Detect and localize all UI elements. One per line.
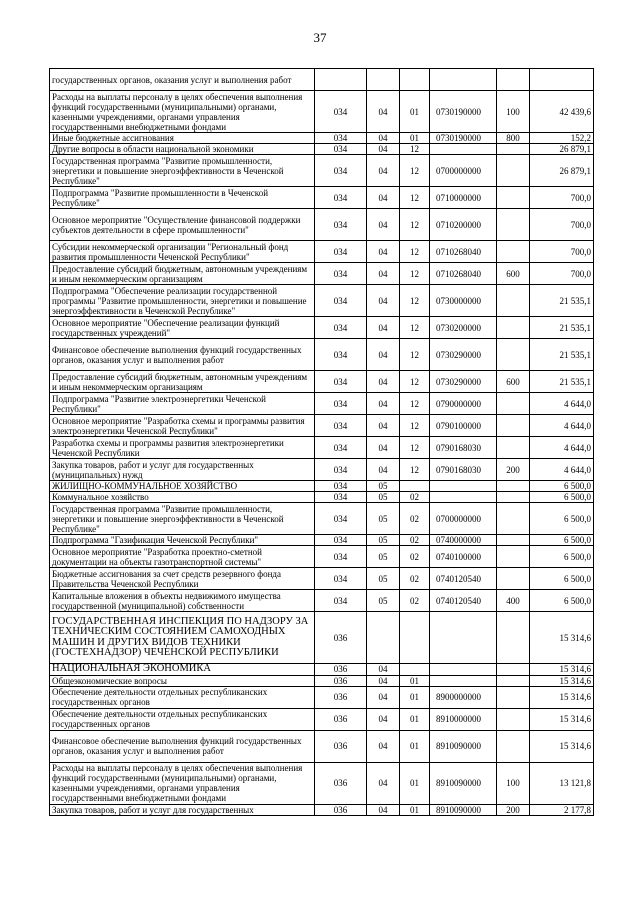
cell-name: Расходы на выплаты персоналу в целях обеспечения выполнения функций государственными (муниципальными) органами, казенными учреждениями, органами управления государственными внебюджетными фондами <box>50 762 315 804</box>
cell-target-article: 0710200000 <box>430 209 497 241</box>
cell-ministry-code: 034 <box>315 241 367 263</box>
cell-target-article: 0790000000 <box>430 393 497 415</box>
cell-amount: 4 644,0 <box>530 459 594 481</box>
cell-section: 04 <box>367 317 400 339</box>
cell-expense-type <box>497 503 530 535</box>
cell-name: Государственная программа "Развитие промышленности, энергетики и повышение энергоэффективности в Чеченской Республике" <box>50 155 315 187</box>
table-row <box>50 155 594 187</box>
cell-target-article: 8910090000 <box>430 804 497 815</box>
cell-ministry-code: 034 <box>315 133 367 144</box>
cell-section: 04 <box>367 285 400 317</box>
cell-expense-type: 200 <box>497 459 530 481</box>
cell-target-article <box>430 675 497 686</box>
cell-amount: 15 314,6 <box>530 686 594 708</box>
cell-expense-type: 100 <box>497 91 530 133</box>
cell-expense-type <box>497 241 530 263</box>
cell-amount: 15 314,6 <box>530 612 594 664</box>
cell-subsection: 12 <box>400 155 430 187</box>
cell-target-article: 0790168030 <box>430 459 497 481</box>
cell-name: Государственная программа "Развитие промышленности, энергетики и повышение энергоэффективности в Чеченской Республике" <box>50 503 315 535</box>
cell-subsection: 12 <box>400 317 430 339</box>
cell-target-article <box>430 664 497 676</box>
cell-expense-type <box>497 686 530 708</box>
cell-target-article <box>430 69 497 91</box>
cell-amount: 6 500,0 <box>530 481 594 492</box>
cell-ministry-code: 036 <box>315 730 367 762</box>
cell-section <box>367 69 400 91</box>
table-row <box>50 503 594 535</box>
cell-target-article: 8910090000 <box>430 762 497 804</box>
cell-amount: 4 644,0 <box>530 415 594 437</box>
cell-name: ГОСУДАРСТВЕННАЯ ИНСПЕКЦИЯ ПО НАДЗОРУ ЗА ТЕХНИЧЕСКИМ СОСТОЯНИЕМ САМОХОДНЫХ МАШИН И ДРУГИХ ВИДОВ ТЕХНИКИ (ГОСТЕХНАДЗОР) ЧЕЧЕНСКОЙ РЕСПУБЛИКИ <box>50 612 315 664</box>
cell-amount: 21 535,1 <box>530 285 594 317</box>
cell-ministry-code: 036 <box>315 804 367 815</box>
table-row <box>50 686 594 708</box>
cell-ministry-code: 036 <box>315 708 367 730</box>
cell-name: Подпрограмма "Развитие промышленности в Чеченской Республике" <box>50 187 315 209</box>
cell-expense-type <box>497 675 530 686</box>
cell-section: 04 <box>367 241 400 263</box>
cell-expense-type <box>497 612 530 664</box>
cell-section: 04 <box>367 91 400 133</box>
cell-name: Расходы на выплаты персоналу в целях обеспечения выполнения функций государственными (муниципальными) органами, казенными учреждениями, органами управления государственными внебюджетными фондами <box>50 91 315 133</box>
cell-section: 04 <box>367 339 400 371</box>
cell-name: Общеэкономические вопросы <box>50 675 315 686</box>
cell-name: Закупка товаров, работ и услуг для государственных (муниципальных) нужд <box>50 459 315 481</box>
table-row <box>50 263 594 285</box>
cell-ministry-code: 034 <box>315 339 367 371</box>
cell-ministry-code: 034 <box>315 590 367 612</box>
cell-ministry-code: 034 <box>315 285 367 317</box>
cell-target-article: 0790168030 <box>430 437 497 459</box>
cell-target-article: 0730290000 <box>430 339 497 371</box>
cell-subsection: 12 <box>400 339 430 371</box>
table-row <box>50 415 594 437</box>
table-row <box>50 144 594 155</box>
table-row <box>50 187 594 209</box>
table-row <box>50 317 594 339</box>
cell-target-article: 0710268040 <box>430 263 497 285</box>
cell-expense-type <box>497 437 530 459</box>
cell-subsection: 01 <box>400 91 430 133</box>
cell-target-article: 0790100000 <box>430 415 497 437</box>
cell-expense-type <box>497 144 530 155</box>
cell-ministry-code: 034 <box>315 459 367 481</box>
cell-name: Иные бюджетные ассигнования <box>50 133 315 144</box>
cell-name: Субсидии некоммерческой организации "Региональный фонд развития промышленности Чеченской Республики" <box>50 241 315 263</box>
cell-expense-type <box>497 209 530 241</box>
cell-amount <box>530 69 594 91</box>
cell-ministry-code: 034 <box>315 187 367 209</box>
cell-ministry-code: 034 <box>315 155 367 187</box>
table-row <box>50 241 594 263</box>
cell-target-article: 0710268040 <box>430 241 497 263</box>
table-row <box>50 535 594 546</box>
cell-ministry-code: 034 <box>315 546 367 568</box>
cell-ministry-code: 034 <box>315 371 367 393</box>
cell-subsection: 12 <box>400 393 430 415</box>
cell-amount: 26 879,1 <box>530 155 594 187</box>
cell-expense-type: 600 <box>497 371 530 393</box>
cell-name: НАЦИОНАЛЬНАЯ ЭКОНОМИКА <box>50 664 315 676</box>
cell-target-article <box>430 144 497 155</box>
cell-ministry-code: 034 <box>315 492 367 503</box>
cell-subsection: 01 <box>400 708 430 730</box>
cell-ministry-code <box>315 69 367 91</box>
cell-target-article: 0740120540 <box>430 568 497 590</box>
cell-section: 05 <box>367 590 400 612</box>
cell-target-article: 0740120540 <box>430 590 497 612</box>
cell-subsection: 02 <box>400 492 430 503</box>
cell-name: Основное мероприятие "Обеспечение реализации функций государственных учреждений" <box>50 317 315 339</box>
cell-subsection: 02 <box>400 503 430 535</box>
cell-name: Капитальные вложения в объекты недвижимого имущества государственной (муниципальной) собственности <box>50 590 315 612</box>
cell-name: ЖИЛИЩНО-КОММУНАЛЬНОЕ ХОЗЯЙСТВО <box>50 481 315 492</box>
cell-subsection <box>400 69 430 91</box>
cell-ministry-code: 034 <box>315 263 367 285</box>
cell-expense-type <box>497 187 530 209</box>
cell-name: Финансовое обеспечение выполнения функций государственных органов, оказания услуг и выполнения работ <box>50 339 315 371</box>
cell-amount: 15 314,6 <box>530 675 594 686</box>
cell-ministry-code: 036 <box>315 675 367 686</box>
table-row <box>50 675 594 686</box>
cell-amount: 26 879,1 <box>530 144 594 155</box>
cell-section: 04 <box>367 371 400 393</box>
cell-subsection: 12 <box>400 285 430 317</box>
cell-amount: 15 314,6 <box>530 730 594 762</box>
cell-target-article: 0730000000 <box>430 285 497 317</box>
cell-name: Подпрограмма "Газификация Чеченской Республики" <box>50 535 315 546</box>
cell-section: 05 <box>367 503 400 535</box>
cell-ministry-code: 036 <box>315 762 367 804</box>
table-row <box>50 664 594 676</box>
cell-name: Подпрограмма "Развитие электроэнергетики Чеченской Республики" <box>50 393 315 415</box>
cell-name: Бюджетные ассигнования за счет средств резервного фонда Правительства Чеченской Республики <box>50 568 315 590</box>
cell-amount: 700,0 <box>530 209 594 241</box>
cell-ministry-code: 034 <box>315 437 367 459</box>
cell-ministry-code: 034 <box>315 503 367 535</box>
cell-ministry-code: 034 <box>315 393 367 415</box>
table-row <box>50 804 594 815</box>
cell-section: 04 <box>367 675 400 686</box>
cell-amount: 700,0 <box>530 241 594 263</box>
cell-section: 05 <box>367 546 400 568</box>
cell-section <box>367 612 400 664</box>
table-row <box>50 481 594 492</box>
cell-target-article: 0700000000 <box>430 155 497 187</box>
cell-amount: 21 535,1 <box>530 317 594 339</box>
cell-ministry-code: 036 <box>315 664 367 676</box>
table-row <box>50 492 594 503</box>
cell-subsection: 01 <box>400 686 430 708</box>
table-row <box>50 590 594 612</box>
cell-section: 04 <box>367 459 400 481</box>
table-row <box>50 285 594 317</box>
cell-section: 04 <box>367 730 400 762</box>
cell-subsection: 01 <box>400 675 430 686</box>
cell-section: 05 <box>367 568 400 590</box>
cell-expense-type <box>497 317 530 339</box>
cell-expense-type <box>497 664 530 676</box>
cell-subsection: 12 <box>400 437 430 459</box>
cell-expense-type <box>497 285 530 317</box>
cell-amount: 13 121,8 <box>530 762 594 804</box>
cell-subsection: 02 <box>400 535 430 546</box>
cell-name: Подпрограмма "Обеспечение реализации государственной программы "Развитие промышленности, энергетики и повышение энергоэффективности в Чеченской Республике" <box>50 285 315 317</box>
cell-expense-type: 600 <box>497 263 530 285</box>
table-row <box>50 393 594 415</box>
cell-name: государственных органов, оказания услуг и выполнения работ <box>50 69 315 91</box>
cell-target-article: 8900000000 <box>430 686 497 708</box>
cell-expense-type <box>497 492 530 503</box>
cell-name: Финансовое обеспечение выполнения функций государственных органов, оказания услуг и выполнения работ <box>50 730 315 762</box>
cell-subsection <box>400 664 430 676</box>
cell-amount: 4 644,0 <box>530 437 594 459</box>
cell-name: Основное мероприятие "Разработка схемы и программы развития электроэнергетики Чеченской Республики" <box>50 415 315 437</box>
cell-expense-type <box>497 481 530 492</box>
cell-ministry-code: 034 <box>315 535 367 546</box>
table-row <box>50 546 594 568</box>
cell-subsection: 01 <box>400 804 430 815</box>
cell-target-article: 0700000000 <box>430 503 497 535</box>
cell-amount: 15 314,6 <box>530 664 594 676</box>
cell-amount: 6 500,0 <box>530 492 594 503</box>
cell-subsection <box>400 481 430 492</box>
cell-name: Предоставление субсидий бюджетным, автономным учреждениям и иным некоммерческим организациям <box>50 371 315 393</box>
cell-expense-type <box>497 535 530 546</box>
cell-subsection: 02 <box>400 546 430 568</box>
cell-target-article: 0730290000 <box>430 371 497 393</box>
cell-amount: 42 439,6 <box>530 91 594 133</box>
cell-ministry-code: 034 <box>315 91 367 133</box>
cell-section: 04 <box>367 664 400 676</box>
cell-subsection: 12 <box>400 459 430 481</box>
cell-name: Разработка схемы и программы развития электроэнергетики Чеченской Республики <box>50 437 315 459</box>
cell-amount: 6 500,0 <box>530 568 594 590</box>
cell-name: Закупка товаров, работ и услуг для государственных <box>50 804 315 815</box>
cell-section: 04 <box>367 133 400 144</box>
cell-ministry-code: 034 <box>315 209 367 241</box>
cell-amount: 21 535,1 <box>530 371 594 393</box>
table-row <box>50 730 594 762</box>
cell-target-article: 0710000000 <box>430 187 497 209</box>
cell-amount: 152,2 <box>530 133 594 144</box>
cell-target-article: 8910000000 <box>430 708 497 730</box>
cell-amount: 700,0 <box>530 263 594 285</box>
cell-section: 04 <box>367 187 400 209</box>
cell-subsection: 01 <box>400 133 430 144</box>
cell-subsection: 12 <box>400 415 430 437</box>
cell-section: 05 <box>367 481 400 492</box>
cell-subsection: 12 <box>400 209 430 241</box>
cell-target-article <box>430 481 497 492</box>
cell-expense-type <box>497 69 530 91</box>
cell-amount: 6 500,0 <box>530 503 594 535</box>
cell-name: Предоставление субсидий бюджетным, автономным учреждениям и иным некоммерческим организациям <box>50 263 315 285</box>
cell-name: Обеспечение деятельности отдельных республиканских государственных органов <box>50 686 315 708</box>
table-body <box>50 69 594 816</box>
cell-expense-type <box>497 155 530 187</box>
cell-target-article <box>430 492 497 503</box>
table-row <box>50 371 594 393</box>
cell-expense-type: 800 <box>497 133 530 144</box>
cell-ministry-code: 034 <box>315 144 367 155</box>
cell-expense-type <box>497 708 530 730</box>
table-row <box>50 209 594 241</box>
cell-name: Основное мероприятие "Разработка проектно-сметной документации на объекты газотранспортной системы" <box>50 546 315 568</box>
cell-ministry-code: 034 <box>315 415 367 437</box>
cell-amount: 15 314,6 <box>530 708 594 730</box>
cell-amount: 4 644,0 <box>530 393 594 415</box>
cell-name: Другие вопросы в области национальной экономики <box>50 144 315 155</box>
cell-section: 04 <box>367 437 400 459</box>
cell-amount: 700,0 <box>530 187 594 209</box>
cell-target-article: 8910090000 <box>430 730 497 762</box>
table-row <box>50 762 594 804</box>
cell-subsection: 01 <box>400 730 430 762</box>
cell-expense-type <box>497 393 530 415</box>
cell-section: 04 <box>367 804 400 815</box>
cell-name: Коммунальное хозяйство <box>50 492 315 503</box>
cell-subsection <box>400 612 430 664</box>
table-row <box>50 568 594 590</box>
cell-subsection: 12 <box>400 187 430 209</box>
cell-ministry-code: 034 <box>315 481 367 492</box>
cell-target-article: 0740100000 <box>430 546 497 568</box>
cell-ministry-code: 036 <box>315 686 367 708</box>
cell-expense-type <box>497 546 530 568</box>
table-row <box>50 69 594 91</box>
cell-section: 04 <box>367 144 400 155</box>
cell-section: 04 <box>367 393 400 415</box>
cell-expense-type <box>497 730 530 762</box>
table-row <box>50 612 594 664</box>
cell-name: Обеспечение деятельности отдельных республиканских государственных органов <box>50 708 315 730</box>
cell-expense-type <box>497 415 530 437</box>
cell-expense-type: 400 <box>497 590 530 612</box>
cell-subsection: 01 <box>400 762 430 804</box>
cell-amount: 2 177,8 <box>530 804 594 815</box>
cell-subsection: 12 <box>400 144 430 155</box>
cell-amount: 6 500,0 <box>530 546 594 568</box>
cell-ministry-code: 036 <box>315 612 367 664</box>
cell-subsection: 12 <box>400 371 430 393</box>
cell-section: 04 <box>367 708 400 730</box>
cell-section: 05 <box>367 492 400 503</box>
table-row <box>50 459 594 481</box>
cell-section: 04 <box>367 686 400 708</box>
cell-target-article: 0740000000 <box>430 535 497 546</box>
cell-section: 04 <box>367 209 400 241</box>
cell-subsection: 12 <box>400 241 430 263</box>
table-row <box>50 339 594 371</box>
cell-amount: 21 535,1 <box>530 339 594 371</box>
cell-subsection: 02 <box>400 590 430 612</box>
cell-expense-type: 200 <box>497 804 530 815</box>
cell-amount: 6 500,0 <box>530 590 594 612</box>
cell-subsection: 12 <box>400 263 430 285</box>
cell-subsection: 02 <box>400 568 430 590</box>
cell-name: Основное мероприятие "Осуществление финансовой поддержки субъектов деятельности в сфере промышленности" <box>50 209 315 241</box>
page-number: 37 <box>313 30 327 45</box>
cell-target-article <box>430 612 497 664</box>
budget-table-container <box>49 68 594 816</box>
cell-target-article: 0730200000 <box>430 317 497 339</box>
cell-section: 05 <box>367 535 400 546</box>
cell-ministry-code: 034 <box>315 317 367 339</box>
cell-expense-type: 100 <box>497 762 530 804</box>
cell-expense-type <box>497 339 530 371</box>
budget-table <box>49 68 594 816</box>
cell-ministry-code: 034 <box>315 568 367 590</box>
table-row <box>50 91 594 133</box>
cell-section: 04 <box>367 155 400 187</box>
cell-target-article: 0730190000 <box>430 91 497 133</box>
cell-section: 04 <box>367 263 400 285</box>
cell-section: 04 <box>367 415 400 437</box>
table-row <box>50 437 594 459</box>
cell-target-article: 0730190000 <box>430 133 497 144</box>
table-row <box>50 133 594 144</box>
table-row <box>50 708 594 730</box>
cell-section: 04 <box>367 762 400 804</box>
cell-expense-type <box>497 568 530 590</box>
cell-amount: 6 500,0 <box>530 535 594 546</box>
